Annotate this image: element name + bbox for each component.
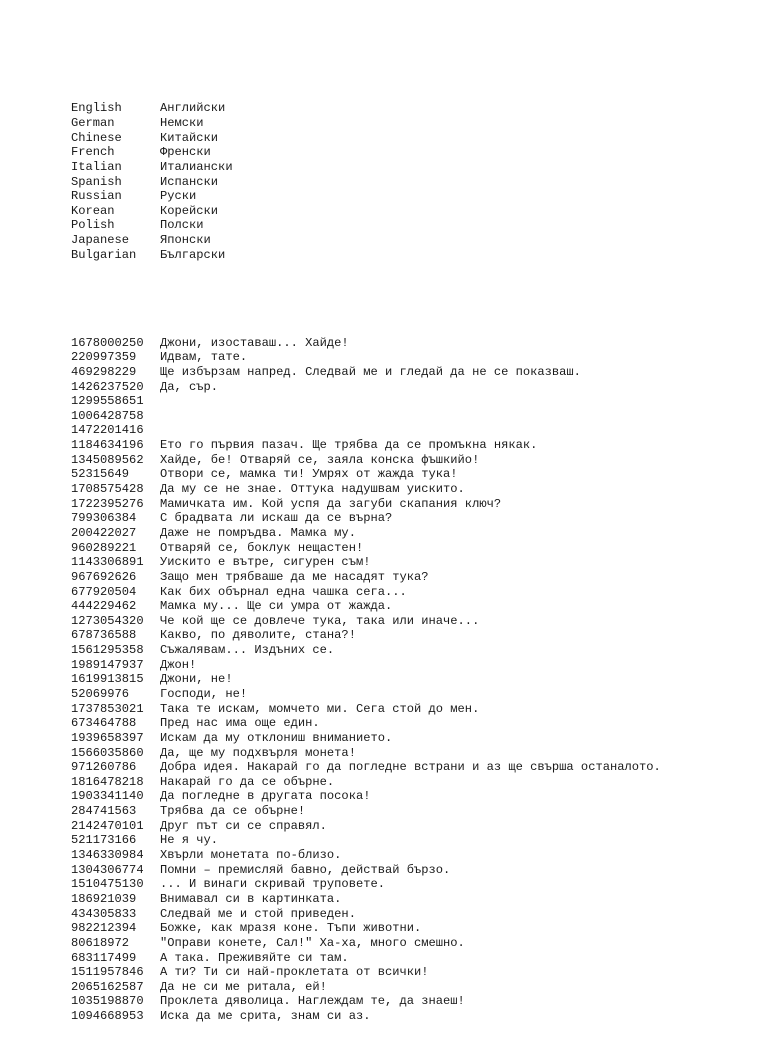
entry-row: [71, 980, 661, 995]
entry-row: [71, 541, 661, 556]
entry-row-key: 1722395276: [71, 496, 144, 511]
entry-row-value: Защо мен трябваше да ме насадят тука?: [160, 569, 429, 584]
language-row: [71, 131, 661, 146]
language-row-key: Russian: [71, 189, 122, 204]
entry-row-value: Божке, как мразя коне. Тъпи животни.: [160, 921, 422, 936]
entry-row-value: Пред нас има още един.: [160, 716, 320, 731]
entry-row-key: 1299558651: [71, 394, 144, 409]
entry-row-value: Да му се не знае. Оттука надушвам уискито.: [160, 482, 465, 497]
entry-row: [71, 409, 661, 424]
entry-row: [71, 423, 661, 438]
entry-row-key: 1143306891: [71, 555, 144, 570]
entry-row-key: 1035198870: [71, 994, 144, 1009]
entry-row-key: 220997359: [71, 350, 137, 365]
entry-row-key: 1678000250: [71, 335, 144, 350]
entry-row: [71, 702, 661, 717]
entry-row: [71, 365, 661, 380]
entry-row-key: 2142470101: [71, 818, 144, 833]
entry-row-value: Господи, не!: [160, 687, 248, 701]
language-row-key: Italian: [71, 159, 122, 174]
language-row: [71, 233, 661, 248]
entry-row-value: А ти? Ти си най-проклетата от всички!: [160, 965, 429, 980]
entry-row: [71, 907, 661, 922]
language-row-value: Италиански: [160, 159, 233, 174]
entry-row: [71, 951, 661, 966]
entry-row: [71, 497, 661, 512]
entry-row-key: 1472201416: [71, 423, 144, 438]
entry-row: [71, 555, 661, 570]
entry-row-value: Мамичката им. Кой успя да загуби скапания ключ?: [160, 496, 502, 511]
entry-row-value: Как бих обърнал една чашка сега...: [160, 584, 407, 599]
entry-row-key: 1510475130: [71, 877, 144, 892]
entry-row: [71, 350, 661, 365]
entry-row-value: Да, сър.: [160, 379, 219, 394]
entry-row: [71, 819, 661, 834]
entry-row: [71, 336, 661, 351]
entry-row-key: 1273054320: [71, 613, 144, 628]
entry-row-key: 444229462: [71, 599, 137, 614]
entry-row-key: 683117499: [71, 950, 137, 965]
entry-row-value: Джони, изоставаш... Хайде!: [160, 335, 349, 350]
language-row-value: Корейски: [160, 203, 219, 218]
entry-row-key: 1426237520: [71, 379, 144, 394]
language-row-value: Испански: [160, 174, 219, 189]
language-row: [71, 189, 661, 204]
entry-row-key: 971260786: [71, 760, 137, 775]
entry-row: [71, 863, 661, 878]
entry-row: [71, 965, 661, 980]
entry-row-key: 52315649: [71, 467, 130, 482]
language-row-key: English: [71, 101, 122, 116]
entry-row: [71, 570, 661, 585]
entry-row-value: А така. Преживяйте си там.: [160, 950, 349, 965]
entry-row: [71, 643, 661, 658]
string-entries: [71, 336, 661, 1024]
entry-row: [71, 585, 661, 600]
language-row-value: Руски: [160, 189, 197, 204]
entry-row-value: Добра идея. Накарай го да погледне встрани и аз ще свърша останалото.: [160, 760, 661, 775]
entry-row-key: 434305833: [71, 906, 137, 921]
language-row-key: Japanese: [71, 233, 130, 248]
language-row: [71, 175, 661, 190]
language-row: [71, 204, 661, 219]
entry-row: [71, 936, 661, 951]
entry-row-key: 1737853021: [71, 701, 144, 716]
entry-row-value: [160, 409, 661, 424]
entry-row-key: 1304306774: [71, 862, 144, 877]
entry-row: [71, 628, 661, 643]
language-row-key: Bulgarian: [71, 247, 137, 262]
entry-row-key: 1939658397: [71, 730, 144, 745]
language-row-value: Полски: [160, 218, 204, 233]
section-gap: [71, 292, 661, 307]
entry-row-value: Джон!: [160, 657, 197, 672]
entry-row-key: 200422027: [71, 525, 137, 540]
entry-row-value: Мамка му... Ще си умра от жажда.: [160, 599, 393, 614]
entry-row: [71, 658, 661, 673]
entry-row: [71, 804, 661, 819]
entry-row-key: 1619913815: [71, 672, 144, 687]
entry-row-value: [160, 423, 661, 438]
entry-row-value: Отваряй се, боклук нещастен!: [160, 540, 364, 555]
entry-row-key: 80618972: [71, 935, 130, 950]
entry-row-value: Че кой ще се довлече тука, така или иначе...: [160, 613, 480, 628]
entry-row: [71, 380, 661, 395]
language-row: [71, 101, 661, 116]
entry-row-value: [160, 394, 661, 409]
document-page: [71, 72, 661, 1038]
entry-row-value: Уискито е вътре, сигурен съм!: [160, 555, 371, 570]
entry-row-key: 2065162587: [71, 979, 144, 994]
entry-row: [71, 614, 661, 629]
entry-row: [71, 760, 661, 775]
entry-row: [71, 877, 661, 892]
entry-row: [71, 994, 661, 1009]
entry-row-key: 673464788: [71, 716, 137, 731]
language-row-key: German: [71, 115, 115, 130]
entry-row: [71, 789, 661, 804]
entry-row-value: Да не си ме ритала, ей!: [160, 979, 327, 994]
language-row-value: Български: [160, 247, 226, 262]
entry-row: [71, 775, 661, 790]
entry-row-value: Отвори се, мамка ти! Умрях от жажда тука!: [160, 467, 458, 482]
entry-row-key: 1816478218: [71, 774, 144, 789]
entry-row: [71, 892, 661, 907]
entry-row-value: С брадвата ли искаш да се върна?: [160, 511, 393, 526]
entry-row: [71, 1009, 661, 1024]
entry-row-key: 186921039: [71, 891, 137, 906]
entry-row: [71, 833, 661, 848]
language-list: [71, 101, 661, 262]
language-row-key: French: [71, 145, 115, 160]
entry-row-key: 1094668953: [71, 1009, 144, 1024]
entry-row: [71, 467, 661, 482]
language-row-value: Китайски: [160, 130, 219, 145]
entry-row-value: "Оправи конете, Сал!" Ха-ха, много смешно.: [160, 935, 465, 950]
entry-row-value: Внимавал си в картинката.: [160, 891, 342, 906]
entry-row-key: 1511957846: [71, 965, 144, 980]
entry-row: [71, 453, 661, 468]
entry-row-key: 1561295358: [71, 643, 144, 658]
entry-row: [71, 687, 661, 702]
entry-row-key: 1006428758: [71, 408, 144, 423]
entry-row-value: Не я чу.: [160, 833, 219, 848]
language-row-key: Korean: [71, 203, 115, 218]
entry-row-value: Друг път си се справял.: [160, 818, 327, 833]
entry-row-key: 1345089562: [71, 452, 144, 467]
entry-row-key: 52069976: [71, 687, 130, 701]
entry-row-value: ... И винаги скривай труповете.: [160, 877, 385, 892]
entry-row-key: 469298229: [71, 364, 137, 379]
entry-row: [71, 438, 661, 453]
entry-row-key: 677920504: [71, 584, 137, 599]
entry-row-value: Да погледне в другата посока!: [160, 789, 371, 804]
entry-row-value: Помни – премисляй бавно, действай бързо.: [160, 862, 451, 877]
entry-row-value: Идвам, тате.: [160, 350, 248, 365]
language-row-key: Spanish: [71, 174, 122, 189]
language-row-key: Chinese: [71, 130, 122, 145]
entry-row-key: 1184634196: [71, 438, 144, 453]
entry-row: [71, 716, 661, 731]
entry-row: [71, 672, 661, 687]
language-row-value: Японски: [160, 233, 211, 248]
entry-row-value: Иска да ме срита, знам си аз.: [160, 1009, 371, 1024]
entry-row-key: 982212394: [71, 921, 137, 936]
entry-row-key: 1566035860: [71, 745, 144, 760]
entry-row: [71, 526, 661, 541]
entry-row: [71, 482, 661, 497]
entry-row: [71, 921, 661, 936]
entry-row-key: 1903341140: [71, 789, 144, 804]
entry-row: [71, 511, 661, 526]
entry-row-value: Следвай ме и стой приведен.: [160, 906, 356, 921]
language-row-value: Френски: [160, 145, 211, 160]
entry-row-key: 521173166: [71, 833, 137, 848]
language-row: [71, 116, 661, 131]
entry-row-value: Съжалявам... Издъних се.: [160, 643, 335, 658]
entry-row-value: Ще избързам напред. Следвай ме и гледай да не се показваш.: [160, 364, 581, 379]
entry-row-value: Ето го първия пазач. Ще трябва да се промъкна някак.: [160, 438, 538, 453]
entry-row-key: 1708575428: [71, 482, 144, 497]
entry-row: [71, 848, 661, 863]
entry-row: [71, 746, 661, 761]
entry-row-value: Проклета дяволица. Наглеждам те, да знаеш!: [160, 994, 465, 1009]
entry-row-value: Така те искам, момчето ми. Сега стой до мен.: [160, 701, 480, 716]
language-row-value: Английски: [160, 101, 226, 116]
entry-row-value: Даже не помръдва. Мамка му.: [160, 525, 356, 540]
language-row-key: Polish: [71, 218, 115, 233]
entry-row-value: Хайде, бе! Отваряй се, заяла конска фъшкийо!: [160, 452, 480, 467]
entry-row-key: 1989147937: [71, 657, 144, 672]
entry-row: [71, 731, 661, 746]
language-row: [71, 248, 661, 263]
entry-row-key: 1346330984: [71, 848, 144, 863]
entry-row-key: 284741563: [71, 804, 137, 819]
entry-row: [71, 394, 661, 409]
entry-row-value: Искам да му отклониш вниманието.: [160, 730, 393, 745]
entry-row-key: 678736588: [71, 628, 137, 643]
entry-row-value: Какво, по дяволите, стана?!: [160, 628, 356, 643]
language-row: [71, 218, 661, 233]
entry-row-value: Джони, не!: [160, 672, 233, 687]
entry-row-value: Трябва да се обърне!: [160, 804, 306, 819]
entry-row-key: 799306384: [71, 511, 137, 526]
entry-row-value: Да, ще му подхвърля монета!: [160, 745, 356, 760]
language-row: [71, 145, 661, 160]
entry-row-value: Накарай го да се обърне.: [160, 774, 335, 789]
entry-row-key: 960289221: [71, 540, 137, 555]
entry-row-value: Хвърли монетата по-близо.: [160, 848, 342, 863]
language-row-value: Немски: [160, 115, 204, 130]
language-row: [71, 160, 661, 175]
entry-row-key: 967692626: [71, 569, 137, 584]
entry-row: [71, 599, 661, 614]
